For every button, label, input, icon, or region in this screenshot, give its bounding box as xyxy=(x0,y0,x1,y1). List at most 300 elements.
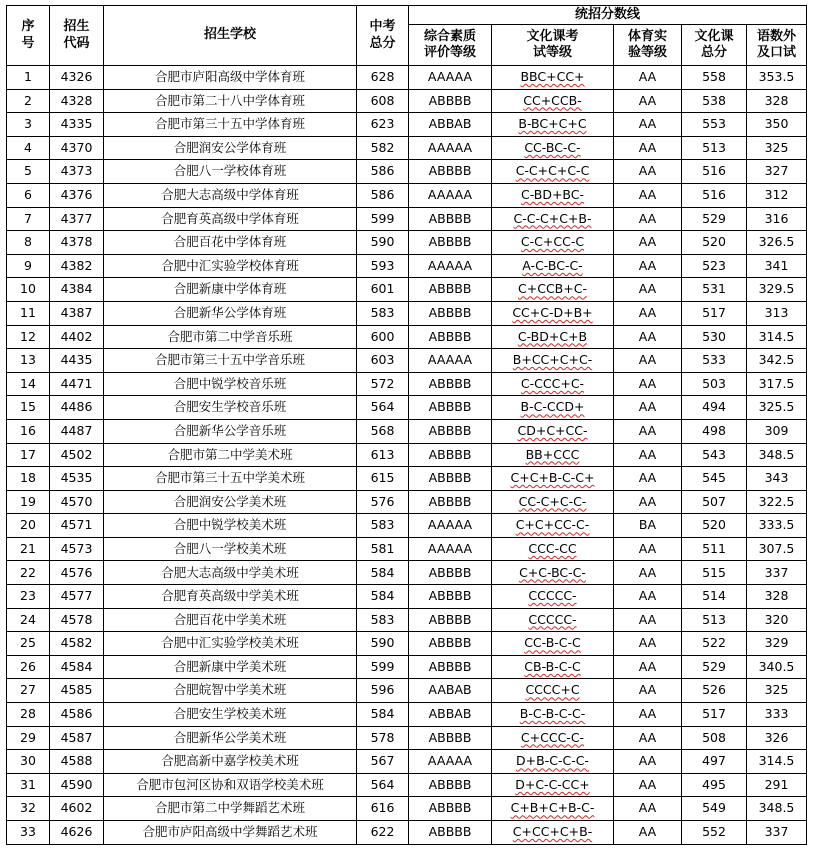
pe-cell: AA xyxy=(614,419,682,443)
total-cell: 623 xyxy=(357,113,409,137)
seq-cell: 25 xyxy=(7,632,50,656)
lang-cell: 316 xyxy=(747,207,807,231)
total-cell: 601 xyxy=(357,278,409,302)
school-cell: 合肥安生学校音乐班 xyxy=(104,396,357,420)
seq-cell: 12 xyxy=(7,325,50,349)
school-cell: 合肥新康中学美术班 xyxy=(104,655,357,679)
code-cell: 4576 xyxy=(50,561,104,585)
lang-cell: 317.5 xyxy=(747,372,807,396)
table-row xyxy=(7,467,807,491)
table-row xyxy=(7,183,807,207)
seq-cell: 28 xyxy=(7,703,50,727)
seq-cell: 33 xyxy=(7,821,50,845)
total-cell: 613 xyxy=(357,443,409,467)
pe-cell: AA xyxy=(614,821,682,845)
code-cell: 4502 xyxy=(50,443,104,467)
table-row xyxy=(7,821,807,845)
pe-cell: AA xyxy=(614,726,682,750)
lang-cell: 320 xyxy=(747,608,807,632)
seq-cell: 14 xyxy=(7,372,50,396)
total-cell: 581 xyxy=(357,537,409,561)
seq-cell: 3 xyxy=(7,113,50,137)
culture-total-cell: 523 xyxy=(682,254,747,278)
seq-cell: 27 xyxy=(7,679,50,703)
table-row xyxy=(7,372,807,396)
pe-cell: AA xyxy=(614,679,682,703)
seq-cell: 19 xyxy=(7,490,50,514)
total-cell: 584 xyxy=(357,561,409,585)
comprehensive-cell: ABBBB xyxy=(409,443,492,467)
header-group: 统招分数线 xyxy=(409,6,807,25)
header-lang: 语数外 及口试 xyxy=(747,25,807,66)
code-cell: 4588 xyxy=(50,750,104,774)
school-cell: 合肥市第三十五中学音乐班 xyxy=(104,349,357,373)
header-seq: 序 号 xyxy=(7,6,50,66)
lang-cell: 327 xyxy=(747,160,807,184)
code-cell: 4584 xyxy=(50,655,104,679)
seq-cell: 7 xyxy=(7,207,50,231)
culture-total-cell: 516 xyxy=(682,183,747,207)
exam-cell: B-BC+C+C xyxy=(492,113,614,137)
pe-cell: AA xyxy=(614,113,682,137)
pe-cell: AA xyxy=(614,490,682,514)
lang-cell: 326.5 xyxy=(747,231,807,255)
culture-total-cell: 503 xyxy=(682,372,747,396)
seq-cell: 26 xyxy=(7,655,50,679)
culture-total-cell: 494 xyxy=(682,396,747,420)
comprehensive-cell: ABBBB xyxy=(409,278,492,302)
school-cell: 合肥润安公学体育班 xyxy=(104,136,357,160)
lang-cell: 333 xyxy=(747,703,807,727)
culture-total-cell: 495 xyxy=(682,773,747,797)
school-cell: 合肥百花中学美术班 xyxy=(104,608,357,632)
lang-cell: 350 xyxy=(747,113,807,137)
school-cell: 合肥育英高级中学体育班 xyxy=(104,207,357,231)
code-cell: 4377 xyxy=(50,207,104,231)
culture-total-cell: 549 xyxy=(682,797,747,821)
comprehensive-cell: AABAB xyxy=(409,679,492,703)
culture-total-cell: 533 xyxy=(682,349,747,373)
exam-cell: C-CCC+C- xyxy=(492,372,614,396)
culture-total-cell: 517 xyxy=(682,703,747,727)
exam-cell: C-C-C+C+B- xyxy=(492,207,614,231)
code-cell: 4370 xyxy=(50,136,104,160)
school-cell: 合肥高新中嘉学校美术班 xyxy=(104,750,357,774)
school-cell: 合肥安生学校美术班 xyxy=(104,703,357,727)
comprehensive-cell: ABBAB xyxy=(409,703,492,727)
exam-cell: B-C-CCD+ xyxy=(492,396,614,420)
culture-total-cell: 543 xyxy=(682,443,747,467)
code-cell: 4573 xyxy=(50,537,104,561)
comprehensive-cell: ABBBB xyxy=(409,726,492,750)
code-cell: 4582 xyxy=(50,632,104,656)
lang-cell: 325 xyxy=(747,136,807,160)
table-row xyxy=(7,419,807,443)
total-cell: 582 xyxy=(357,136,409,160)
culture-total-cell: 514 xyxy=(682,585,747,609)
table-row xyxy=(7,490,807,514)
culture-total-cell: 498 xyxy=(682,419,747,443)
pe-cell: AA xyxy=(614,443,682,467)
culture-total-cell: 538 xyxy=(682,89,747,113)
total-cell: 572 xyxy=(357,372,409,396)
school-cell: 合肥市第三十五中学美术班 xyxy=(104,467,357,491)
school-cell: 合肥皖智中学美术班 xyxy=(104,679,357,703)
lang-cell: 348.5 xyxy=(747,443,807,467)
culture-total-cell: 515 xyxy=(682,561,747,585)
school-cell: 合肥育英高级中学美术班 xyxy=(104,585,357,609)
total-cell: 576 xyxy=(357,490,409,514)
lang-cell: 333.5 xyxy=(747,514,807,538)
pe-cell: AA xyxy=(614,585,682,609)
total-cell: 622 xyxy=(357,821,409,845)
lang-cell: 313 xyxy=(747,301,807,325)
code-cell: 4585 xyxy=(50,679,104,703)
culture-total-cell: 508 xyxy=(682,726,747,750)
total-cell: 600 xyxy=(357,325,409,349)
lang-cell: 342.5 xyxy=(747,349,807,373)
pe-cell: AA xyxy=(614,183,682,207)
header-culture-exam: 文化课考 试等级 xyxy=(492,25,614,66)
comprehensive-cell: ABBBB xyxy=(409,419,492,443)
table-row xyxy=(7,561,807,585)
comprehensive-cell: ABBBB xyxy=(409,608,492,632)
comprehensive-cell: AAAAA xyxy=(409,183,492,207)
exam-cell: BBC+CC+ xyxy=(492,66,614,90)
table-row xyxy=(7,113,807,137)
exam-cell: C+C+CC-C- xyxy=(492,514,614,538)
total-cell: 616 xyxy=(357,797,409,821)
total-cell: 586 xyxy=(357,160,409,184)
culture-total-cell: 558 xyxy=(682,66,747,90)
seq-cell: 23 xyxy=(7,585,50,609)
table-row xyxy=(7,703,807,727)
total-cell: 596 xyxy=(357,679,409,703)
table-row xyxy=(7,514,807,538)
exam-cell: C+CCC-C- xyxy=(492,726,614,750)
culture-total-cell: 530 xyxy=(682,325,747,349)
comprehensive-cell: AAAAA xyxy=(409,349,492,373)
exam-cell: C+C+B-C-C+ xyxy=(492,467,614,491)
school-cell: 合肥新华公学体育班 xyxy=(104,301,357,325)
comprehensive-cell: ABBBB xyxy=(409,325,492,349)
code-cell: 4328 xyxy=(50,89,104,113)
comprehensive-cell: AAAAA xyxy=(409,254,492,278)
school-cell: 合肥大志高级中学体育班 xyxy=(104,183,357,207)
table-row xyxy=(7,797,807,821)
school-cell: 合肥八一学校美术班 xyxy=(104,537,357,561)
code-cell: 4486 xyxy=(50,396,104,420)
total-cell: 583 xyxy=(357,301,409,325)
pe-cell: AA xyxy=(614,278,682,302)
lang-cell: 337 xyxy=(747,821,807,845)
comprehensive-cell: AAAAA xyxy=(409,750,492,774)
exam-cell: D+B-C-C-C- xyxy=(492,750,614,774)
pe-cell: AA xyxy=(614,301,682,325)
lang-cell: 348.5 xyxy=(747,797,807,821)
pe-cell: AA xyxy=(614,160,682,184)
exam-cell: B+CC+C+C- xyxy=(492,349,614,373)
lang-cell: 326 xyxy=(747,726,807,750)
total-cell: 590 xyxy=(357,231,409,255)
table-row xyxy=(7,443,807,467)
comprehensive-cell: ABBBB xyxy=(409,655,492,679)
seq-cell: 21 xyxy=(7,537,50,561)
culture-total-cell: 526 xyxy=(682,679,747,703)
seq-cell: 31 xyxy=(7,773,50,797)
code-cell: 4571 xyxy=(50,514,104,538)
exam-cell: B-C-B-C-C- xyxy=(492,703,614,727)
total-cell: 583 xyxy=(357,608,409,632)
culture-total-cell: 513 xyxy=(682,608,747,632)
pe-cell: AA xyxy=(614,254,682,278)
exam-cell: CC+C-D+B+ xyxy=(492,301,614,325)
comprehensive-cell: ABBBB xyxy=(409,773,492,797)
seq-cell: 9 xyxy=(7,254,50,278)
seq-cell: 18 xyxy=(7,467,50,491)
culture-total-cell: 507 xyxy=(682,490,747,514)
exam-cell: CD+C+CC- xyxy=(492,419,614,443)
table-row xyxy=(7,254,807,278)
school-cell: 合肥八一学校体育班 xyxy=(104,160,357,184)
lang-cell: 328 xyxy=(747,89,807,113)
lang-cell: 312 xyxy=(747,183,807,207)
pe-cell: AA xyxy=(614,797,682,821)
exam-cell: CCCCC- xyxy=(492,608,614,632)
total-cell: 586 xyxy=(357,183,409,207)
comprehensive-cell: ABBBB xyxy=(409,231,492,255)
culture-total-cell: 497 xyxy=(682,750,747,774)
seq-cell: 29 xyxy=(7,726,50,750)
table-row xyxy=(7,207,807,231)
code-cell: 4378 xyxy=(50,231,104,255)
comprehensive-cell: AAAAA xyxy=(409,514,492,538)
pe-cell: AA xyxy=(614,703,682,727)
culture-total-cell: 511 xyxy=(682,537,747,561)
lang-cell: 337 xyxy=(747,561,807,585)
culture-total-cell: 517 xyxy=(682,301,747,325)
code-cell: 4570 xyxy=(50,490,104,514)
table-row xyxy=(7,537,807,561)
comprehensive-cell: ABBBB xyxy=(409,396,492,420)
school-cell: 合肥中锐学校音乐班 xyxy=(104,372,357,396)
exam-cell: CCCCC- xyxy=(492,585,614,609)
table-row xyxy=(7,136,807,160)
seq-cell: 20 xyxy=(7,514,50,538)
exam-cell: C+CCB+C- xyxy=(492,278,614,302)
pe-cell: AA xyxy=(614,608,682,632)
comprehensive-cell: ABBBB xyxy=(409,207,492,231)
school-cell: 合肥市第二十八中学体育班 xyxy=(104,89,357,113)
table-row xyxy=(7,160,807,184)
comprehensive-cell: ABBBB xyxy=(409,490,492,514)
lang-cell: 322.5 xyxy=(747,490,807,514)
header-total: 中考 总分 xyxy=(357,6,409,66)
comprehensive-cell: AAAAA xyxy=(409,66,492,90)
culture-total-cell: 520 xyxy=(682,514,747,538)
culture-total-cell: 529 xyxy=(682,655,747,679)
lang-cell: 329.5 xyxy=(747,278,807,302)
table-row xyxy=(7,396,807,420)
pe-cell: AA xyxy=(614,325,682,349)
exam-cell: BB+CCC xyxy=(492,443,614,467)
school-cell: 合肥市第二中学舞蹈艺术班 xyxy=(104,797,357,821)
table-body xyxy=(7,66,807,845)
culture-total-cell: 520 xyxy=(682,231,747,255)
total-cell: 615 xyxy=(357,467,409,491)
school-cell: 合肥大志高级中学美术班 xyxy=(104,561,357,585)
lang-cell: 328 xyxy=(747,585,807,609)
pe-cell: AA xyxy=(614,773,682,797)
lang-cell: 314.5 xyxy=(747,750,807,774)
table-row xyxy=(7,773,807,797)
culture-total-cell: 552 xyxy=(682,821,747,845)
seq-cell: 2 xyxy=(7,89,50,113)
pe-cell: AA xyxy=(614,396,682,420)
code-cell: 4586 xyxy=(50,703,104,727)
exam-cell: CC+CCB- xyxy=(492,89,614,113)
table-row xyxy=(7,632,807,656)
comprehensive-cell: ABBAB xyxy=(409,113,492,137)
seq-cell: 15 xyxy=(7,396,50,420)
culture-total-cell: 522 xyxy=(682,632,747,656)
total-cell: 584 xyxy=(357,703,409,727)
seq-cell: 1 xyxy=(7,66,50,90)
exam-cell: CCC-CC xyxy=(492,537,614,561)
total-cell: 584 xyxy=(357,585,409,609)
code-cell: 4387 xyxy=(50,301,104,325)
total-cell: 583 xyxy=(357,514,409,538)
seq-cell: 4 xyxy=(7,136,50,160)
exam-cell: D+C-C-CC+ xyxy=(492,773,614,797)
culture-total-cell: 545 xyxy=(682,467,747,491)
table-row xyxy=(7,679,807,703)
exam-cell: C-BD+BC- xyxy=(492,183,614,207)
seq-cell: 16 xyxy=(7,419,50,443)
code-cell: 4535 xyxy=(50,467,104,491)
culture-total-cell: 516 xyxy=(682,160,747,184)
seq-cell: 10 xyxy=(7,278,50,302)
pe-cell: AA xyxy=(614,372,682,396)
comprehensive-cell: ABBBB xyxy=(409,561,492,585)
school-cell: 合肥市庐阳高级中学舞蹈艺术班 xyxy=(104,821,357,845)
comprehensive-cell: ABBBB xyxy=(409,160,492,184)
exam-cell: CB-B-C-C xyxy=(492,655,614,679)
lang-cell: 307.5 xyxy=(747,537,807,561)
total-cell: 567 xyxy=(357,750,409,774)
exam-cell: C-C+C+C-C xyxy=(492,160,614,184)
table-row xyxy=(7,89,807,113)
school-cell: 合肥新康中学体育班 xyxy=(104,278,357,302)
table-row xyxy=(7,278,807,302)
culture-total-cell: 553 xyxy=(682,113,747,137)
seq-cell: 11 xyxy=(7,301,50,325)
total-cell: 578 xyxy=(357,726,409,750)
total-cell: 608 xyxy=(357,89,409,113)
lang-cell: 340.5 xyxy=(747,655,807,679)
total-cell: 568 xyxy=(357,419,409,443)
school-cell: 合肥新华公学美术班 xyxy=(104,726,357,750)
pe-cell: AA xyxy=(614,467,682,491)
code-cell: 4435 xyxy=(50,349,104,373)
code-cell: 4326 xyxy=(50,66,104,90)
school-cell: 合肥新华公学音乐班 xyxy=(104,419,357,443)
table-row xyxy=(7,349,807,373)
culture-total-cell: 513 xyxy=(682,136,747,160)
lang-cell: 291 xyxy=(747,773,807,797)
table-row xyxy=(7,66,807,90)
total-cell: 590 xyxy=(357,632,409,656)
comprehensive-cell: ABBBB xyxy=(409,372,492,396)
school-cell: 合肥百花中学体育班 xyxy=(104,231,357,255)
pe-cell: AA xyxy=(614,89,682,113)
comprehensive-cell: AAAAA xyxy=(409,537,492,561)
table-row xyxy=(7,750,807,774)
lang-cell: 325 xyxy=(747,679,807,703)
lang-cell: 343 xyxy=(747,467,807,491)
school-cell: 合肥市第二中学美术班 xyxy=(104,443,357,467)
seq-cell: 8 xyxy=(7,231,50,255)
seq-cell: 5 xyxy=(7,160,50,184)
total-cell: 593 xyxy=(357,254,409,278)
header-school: 招生学校 xyxy=(104,6,357,66)
pe-cell: AA xyxy=(614,349,682,373)
table-row xyxy=(7,608,807,632)
pe-cell: AA xyxy=(614,655,682,679)
comprehensive-cell: ABBBB xyxy=(409,89,492,113)
lang-cell: 329 xyxy=(747,632,807,656)
code-cell: 4471 xyxy=(50,372,104,396)
exam-cell: C-C+CC-C xyxy=(492,231,614,255)
header-comprehensive: 综合素质 评价等级 xyxy=(409,25,492,66)
header-pe: 体育实 验等级 xyxy=(614,25,682,66)
comprehensive-cell: ABBBB xyxy=(409,585,492,609)
seq-cell: 6 xyxy=(7,183,50,207)
comprehensive-cell: ABBBB xyxy=(409,821,492,845)
table-row xyxy=(7,301,807,325)
total-cell: 564 xyxy=(357,396,409,420)
pe-cell: AA xyxy=(614,632,682,656)
code-cell: 4602 xyxy=(50,797,104,821)
seq-cell: 24 xyxy=(7,608,50,632)
code-cell: 4384 xyxy=(50,278,104,302)
header-code: 招生 代码 xyxy=(50,6,104,66)
pe-cell: AA xyxy=(614,537,682,561)
exam-cell: C+C-BC-C- xyxy=(492,561,614,585)
total-cell: 564 xyxy=(357,773,409,797)
comprehensive-cell: ABBBB xyxy=(409,632,492,656)
school-cell: 合肥中汇实验学校体育班 xyxy=(104,254,357,278)
pe-cell: BA xyxy=(614,514,682,538)
exam-cell: CC-B-C-C xyxy=(492,632,614,656)
comprehensive-cell: ABBBB xyxy=(409,467,492,491)
seq-cell: 32 xyxy=(7,797,50,821)
header-culture-total: 文化课 总分 xyxy=(682,25,747,66)
code-cell: 4590 xyxy=(50,773,104,797)
exam-cell: C+CC+C+B- xyxy=(492,821,614,845)
exam-cell: CC-C+C-C- xyxy=(492,490,614,514)
code-cell: 4626 xyxy=(50,821,104,845)
total-cell: 628 xyxy=(357,66,409,90)
lang-cell: 353.5 xyxy=(747,66,807,90)
seq-cell: 13 xyxy=(7,349,50,373)
school-cell: 合肥中锐学校美术班 xyxy=(104,514,357,538)
pe-cell: AA xyxy=(614,207,682,231)
school-cell: 合肥润安公学美术班 xyxy=(104,490,357,514)
exam-cell: CC-BC-C- xyxy=(492,136,614,160)
comprehensive-cell: AAAAA xyxy=(409,136,492,160)
code-cell: 4487 xyxy=(50,419,104,443)
